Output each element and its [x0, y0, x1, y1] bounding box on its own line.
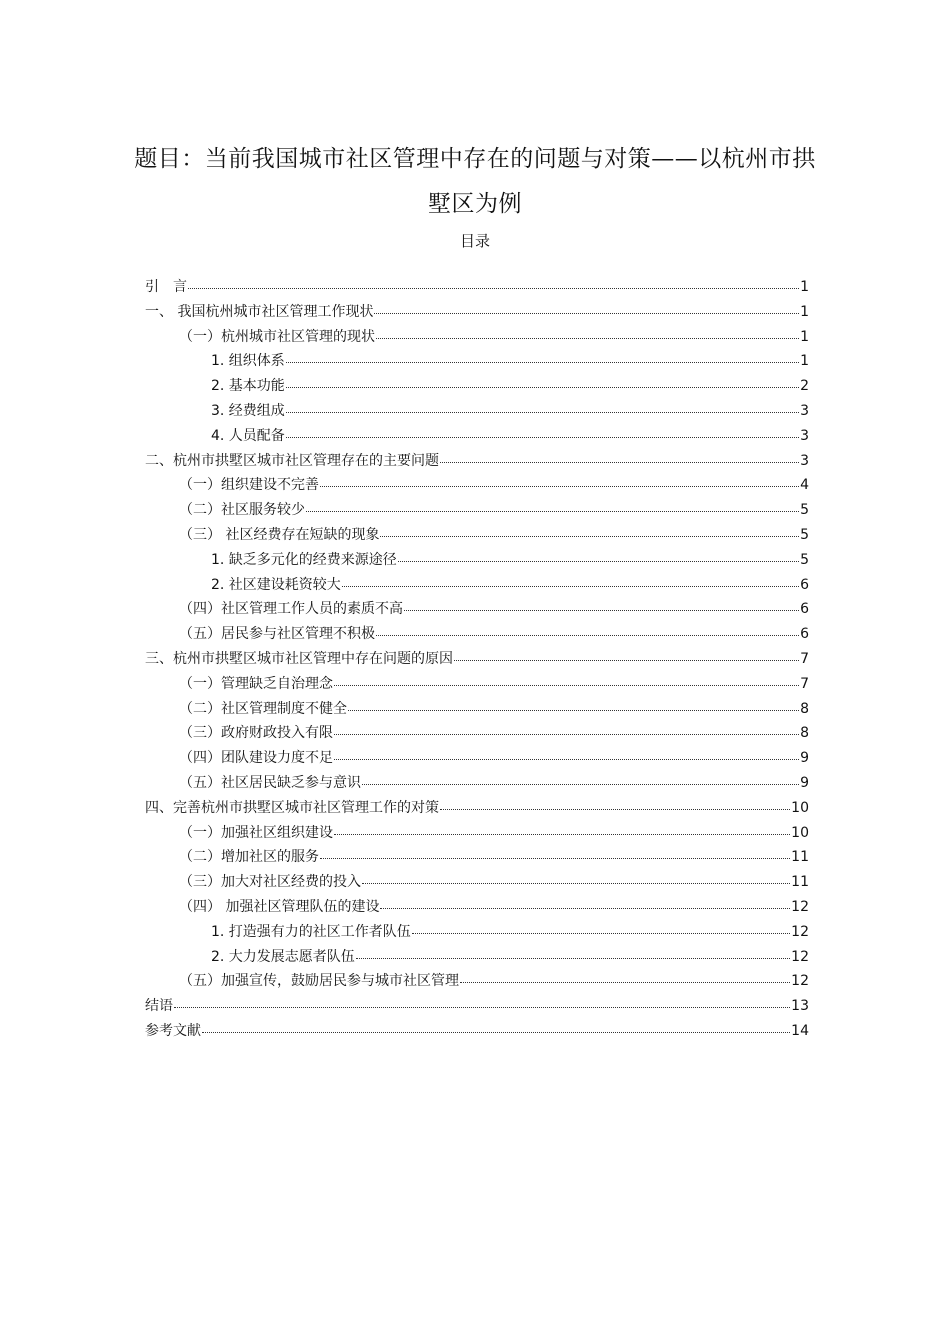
toc-dot-leader [356, 944, 790, 959]
toc-entry-page-number: 7 [800, 650, 809, 667]
toc-entry-label: 1. 组织体系 [211, 353, 285, 370]
toc-entry[interactable] [145, 673, 809, 698]
toc-entry[interactable] [145, 400, 809, 425]
toc-entry-page-number: 6 [800, 601, 809, 618]
toc-entry[interactable] [145, 574, 809, 599]
toc-dot-leader [440, 448, 799, 463]
toc-entry-label: （一）加强社区组织建设 [179, 824, 333, 841]
toc-entry[interactable] [145, 772, 809, 797]
toc-dot-leader [286, 398, 799, 413]
toc-entry-label: （四）团队建设力度不足 [179, 750, 333, 767]
toc-entry[interactable] [145, 474, 809, 499]
toc-entry-label: （一）组织建设不完善 [179, 477, 319, 494]
document-title-line-1: 题目：当前我国城市社区管理中存在的问题与对策——以杭州市拱 [134, 146, 816, 172]
toc-entry-label: 4. 人员配备 [211, 427, 285, 444]
toc-dot-leader [454, 646, 799, 661]
toc-dot-leader [334, 671, 799, 686]
toc-entry-label: （二）增加社区的服务 [179, 849, 319, 866]
toc-entry[interactable] [145, 623, 809, 648]
toc-entry-label: （三）政府财政投入有限 [179, 725, 333, 742]
toc-entry-label: （二）社区服务较少 [179, 502, 305, 519]
toc-entry-label: 三、杭州市拱墅区城市社区管理中存在问题的原因 [145, 650, 453, 667]
toc-dot-leader [286, 373, 799, 388]
toc-entry-label: （四） 加强社区管理队伍的建设 [179, 898, 380, 915]
toc-entry-label: 1. 缺乏多元化的经费来源途径 [211, 551, 397, 568]
toc-dot-leader [362, 869, 790, 884]
toc-entry[interactable] [145, 921, 809, 946]
toc-dot-leader [348, 696, 799, 711]
toc-entry-label: （一）管理缺乏自治理念 [179, 675, 333, 692]
toc-entry-page-number: 11 [791, 874, 809, 891]
toc-dot-leader [286, 423, 799, 438]
toc-entry[interactable] [145, 995, 809, 1020]
toc-entry-label: 2. 大力发展志愿者队伍 [211, 948, 355, 965]
toc-entry-page-number: 12 [791, 973, 809, 990]
toc-entry-label: 2. 基本功能 [211, 378, 285, 395]
toc-entry[interactable] [145, 747, 809, 772]
toc-entry-page-number: 3 [800, 402, 809, 419]
toc-entry-page-number: 5 [800, 502, 809, 519]
toc-entry-page-number: 1 [800, 303, 809, 320]
toc-entry-label: （五）居民参与社区管理不积极 [179, 626, 375, 643]
toc-entry-label: （一）杭州城市社区管理的现状 [179, 328, 375, 345]
toc-entry-page-number: 10 [791, 824, 809, 841]
toc-dot-leader [334, 820, 790, 835]
toc-dot-leader [376, 621, 799, 636]
toc-entry-page-number: 12 [791, 948, 809, 965]
toc-entry[interactable] [145, 946, 809, 971]
toc-entry[interactable] [145, 797, 809, 822]
toc-dot-leader [380, 522, 799, 537]
toc-dot-leader [404, 596, 799, 611]
toc-entry-label: 引 言 [145, 279, 187, 295]
toc-entry-label: （三） 社区经费存在短缺的现象 [179, 526, 380, 543]
toc-dot-leader [342, 572, 799, 587]
toc-entry-label: （五）社区居民缺乏参与意识 [179, 774, 361, 791]
toc-entry-page-number: 13 [791, 998, 809, 1015]
toc-entry-label: 2. 社区建设耗资较大 [211, 576, 341, 593]
toc-entry-label: （三）加大对社区经费的投入 [179, 874, 361, 891]
toc-entry-label: 二、杭州市拱墅区城市社区管理存在的主要问题 [145, 452, 439, 469]
toc-dot-leader [440, 795, 790, 810]
toc-entry-page-number: 11 [791, 849, 809, 866]
toc-entry-page-number: 3 [800, 427, 809, 444]
toc-entry-page-number: 6 [800, 576, 809, 593]
toc-entry-page-number: 7 [800, 675, 809, 692]
toc-entry[interactable] [145, 326, 809, 351]
toc-entry[interactable] [145, 698, 809, 723]
toc-entry-page-number: 1 [800, 353, 809, 370]
toc-entry-page-number: 1 [800, 328, 809, 345]
toc-entry[interactable] [145, 276, 809, 301]
toc-entry-label: （四）社区管理工作人员的素质不高 [179, 601, 403, 618]
toc-entry[interactable] [145, 896, 809, 921]
toc-entry[interactable] [145, 846, 809, 871]
toc-entry[interactable] [145, 970, 809, 995]
toc-entry[interactable] [145, 722, 809, 747]
toc-entry[interactable] [145, 822, 809, 847]
toc-entry-label: （二）社区管理制度不健全 [179, 700, 347, 717]
toc-entry-page-number: 8 [800, 725, 809, 742]
toc-entry[interactable] [145, 524, 809, 549]
toc-dot-leader [374, 299, 799, 314]
toc-dot-leader [202, 1018, 790, 1033]
table-of-contents [145, 276, 809, 1045]
toc-dot-leader [460, 968, 790, 983]
toc-entry[interactable] [145, 598, 809, 623]
toc-dot-leader [188, 274, 799, 289]
toc-entry-page-number: 9 [800, 750, 809, 767]
toc-entry-page-number: 5 [800, 551, 809, 568]
toc-dot-leader [398, 547, 799, 562]
toc-entry-page-number: 8 [800, 700, 809, 717]
toc-entry-page-number: 5 [800, 526, 809, 543]
toc-dot-leader [362, 770, 799, 785]
toc-dot-leader [376, 324, 799, 339]
toc-entry-page-number: 12 [791, 898, 809, 915]
toc-entry-label: （五）加强宣传，鼓励居民参与城市社区管理 [179, 973, 459, 990]
toc-entry-label: 参考文献 [145, 1022, 201, 1039]
toc-entry[interactable] [145, 425, 809, 450]
toc-entry-label: 四、完善杭州市拱墅区城市社区管理工作的对策 [145, 799, 439, 816]
toc-dot-leader [412, 919, 790, 934]
toc-entry[interactable] [145, 375, 809, 400]
toc-dot-leader [174, 993, 790, 1008]
toc-dot-leader [286, 348, 799, 363]
toc-entry-page-number: 12 [791, 923, 809, 940]
toc-entry-page-number: 3 [800, 452, 809, 469]
toc-entry-page-number: 10 [791, 799, 809, 816]
toc-entry-label: 结语 [145, 998, 173, 1015]
toc-entry-page-number: 6 [800, 626, 809, 643]
toc-dot-leader [320, 844, 790, 859]
toc-dot-leader [380, 894, 790, 909]
toc-entry-label: 1. 打造强有力的社区工作者队伍 [211, 923, 411, 940]
toc-entry-page-number: 14 [791, 1022, 809, 1039]
toc-entry-label: 一、 我国杭州城市社区管理工作现状 [145, 303, 374, 320]
toc-dot-leader [334, 745, 799, 760]
toc-dot-leader [306, 497, 799, 512]
toc-entry[interactable] [145, 301, 809, 326]
toc-entry[interactable] [145, 549, 809, 574]
toc-dot-leader [320, 472, 799, 487]
toc-dot-leader [334, 720, 799, 735]
toc-entry-page-number: 9 [800, 774, 809, 791]
toc-entry[interactable] [145, 1020, 809, 1045]
toc-entry[interactable] [145, 648, 809, 673]
toc-entry[interactable] [145, 450, 809, 475]
document-title-line-2: 墅区为例 [428, 191, 522, 217]
toc-entry-label: 3. 经费组成 [211, 402, 285, 419]
toc-entry[interactable] [145, 350, 809, 375]
toc-entry-page-number: 4 [800, 477, 809, 494]
toc-entry-page-number: 2 [800, 378, 809, 395]
toc-heading: 目录 [459, 232, 490, 250]
toc-entry-page-number: 1 [800, 279, 809, 295]
toc-entry[interactable] [145, 499, 809, 524]
toc-entry[interactable] [145, 871, 809, 896]
